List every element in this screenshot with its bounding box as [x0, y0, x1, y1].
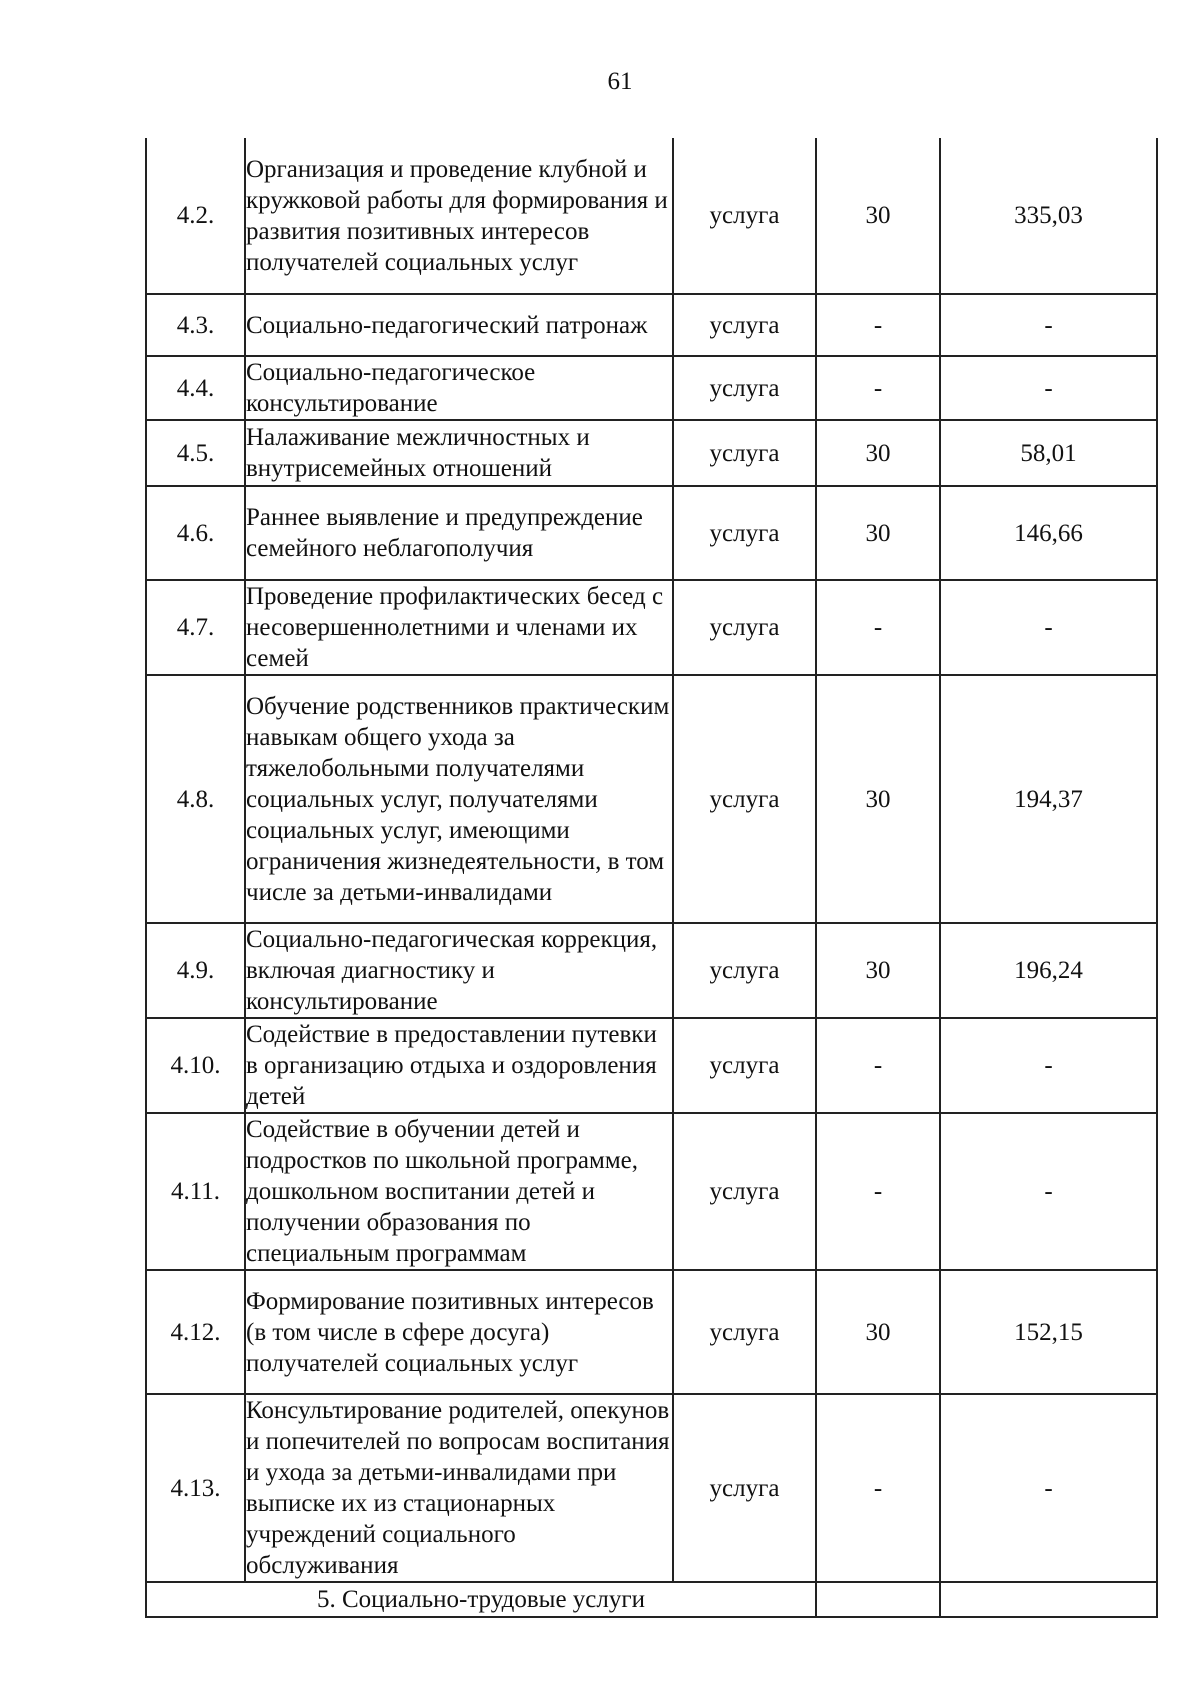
price: 335,03	[940, 138, 1157, 294]
service-name: Социально-педагогическое консультирование	[245, 356, 673, 420]
page-number: 61	[607, 68, 633, 95]
price: 146,66	[940, 486, 1157, 580]
row-number: 4.12.	[146, 1270, 245, 1394]
table-row	[146, 923, 1157, 1018]
table-row	[146, 420, 1157, 486]
row-number: 4.5.	[146, 420, 245, 486]
row-number: 4.2.	[146, 138, 245, 294]
unit-of-measure: услуга	[673, 356, 816, 420]
quantity: -	[816, 1394, 940, 1582]
service-name: Формирование позитивных интересов (в том числе в сфере досуга) получателей социальных услуг	[245, 1270, 673, 1394]
quantity: -	[816, 1113, 940, 1270]
table-row	[146, 675, 1157, 923]
unit-of-measure: услуга	[673, 138, 816, 294]
quantity: -	[816, 294, 940, 356]
service-name: Консультирование родителей, опекунов и попечителей по вопросам воспитания и ухода за детьми-инвалидами при выписке их из стационарных учреждений социального обслуживания	[245, 1394, 673, 1582]
table-row	[146, 294, 1157, 356]
services-table	[145, 138, 1158, 1618]
table-row	[146, 1018, 1157, 1113]
row-number: 4.7.	[146, 580, 245, 675]
unit-of-measure: услуга	[673, 486, 816, 580]
price: 194,37	[940, 675, 1157, 923]
service-name: Обучение родственников практическим навыкам общего ухода за тяжелобольными получателями социальных услуг, получателями социальных услуг, имеющими ограничения жизнедеятельности, в том числе за детьми-инвалидами	[245, 675, 673, 923]
quantity: -	[816, 580, 940, 675]
table-row	[146, 1270, 1157, 1394]
quantity: 30	[816, 486, 940, 580]
table-row	[146, 486, 1157, 580]
price: 58,01	[940, 420, 1157, 486]
table-row	[146, 356, 1157, 420]
quantity: -	[816, 1018, 940, 1113]
row-number: 4.9.	[146, 923, 245, 1018]
unit-of-measure: услуга	[673, 1394, 816, 1582]
price: 196,24	[940, 923, 1157, 1018]
row-number: 4.10.	[146, 1018, 245, 1113]
service-name: Налаживание межличностных и внутрисемейных отношений	[245, 420, 673, 486]
service-name: Раннее выявление и предупреждение семейного неблагополучия	[245, 486, 673, 580]
service-name: Проведение профилактических бесед с несовершеннолетними и членами их семей	[245, 580, 673, 675]
price: -	[940, 1113, 1157, 1270]
price: 152,15	[940, 1270, 1157, 1394]
unit-of-measure: услуга	[673, 923, 816, 1018]
quantity: -	[816, 356, 940, 420]
service-name: Содействие в обучении детей и подростков по школьной программе, дошкольном воспитании детей и получении образования по специальным программам	[245, 1113, 673, 1270]
table-row	[146, 1394, 1157, 1582]
section-price-cell	[940, 1582, 1157, 1617]
row-number: 4.4.	[146, 356, 245, 420]
unit-of-measure: услуга	[673, 1018, 816, 1113]
row-number: 4.13.	[146, 1394, 245, 1582]
unit-of-measure: услуга	[673, 675, 816, 923]
section-qty-cell	[816, 1582, 940, 1617]
unit-of-measure: услуга	[673, 294, 816, 356]
row-number: 4.3.	[146, 294, 245, 356]
row-number: 4.11.	[146, 1113, 245, 1270]
section-row	[146, 1582, 1157, 1617]
unit-of-measure: услуга	[673, 420, 816, 486]
table-row	[146, 138, 1157, 294]
row-number: 4.6.	[146, 486, 245, 580]
quantity: 30	[816, 138, 940, 294]
price: -	[940, 1394, 1157, 1582]
table-row	[146, 580, 1157, 675]
unit-of-measure: услуга	[673, 1270, 816, 1394]
row-number: 4.8.	[146, 675, 245, 923]
table-row	[146, 1113, 1157, 1270]
service-name: Социально-педагогическая коррекция, включая диагностику и консультирование	[245, 923, 673, 1018]
section-title: 5. Социально-трудовые услуги	[146, 1582, 816, 1617]
quantity: 30	[816, 420, 940, 486]
price: -	[940, 294, 1157, 356]
quantity: 30	[816, 923, 940, 1018]
quantity: 30	[816, 675, 940, 923]
service-name: Социально-педагогический патронаж	[245, 294, 673, 356]
service-name: Организация и проведение клубной и кружковой работы для формирования и развития позитивных интересов получателей социальных услуг	[245, 138, 673, 294]
service-name: Содействие в предоставлении путевки в организацию отдыха и оздоровления детей	[245, 1018, 673, 1113]
price: -	[940, 356, 1157, 420]
unit-of-measure: услуга	[673, 1113, 816, 1270]
quantity: 30	[816, 1270, 940, 1394]
price: -	[940, 580, 1157, 675]
price: -	[940, 1018, 1157, 1113]
unit-of-measure: услуга	[673, 580, 816, 675]
